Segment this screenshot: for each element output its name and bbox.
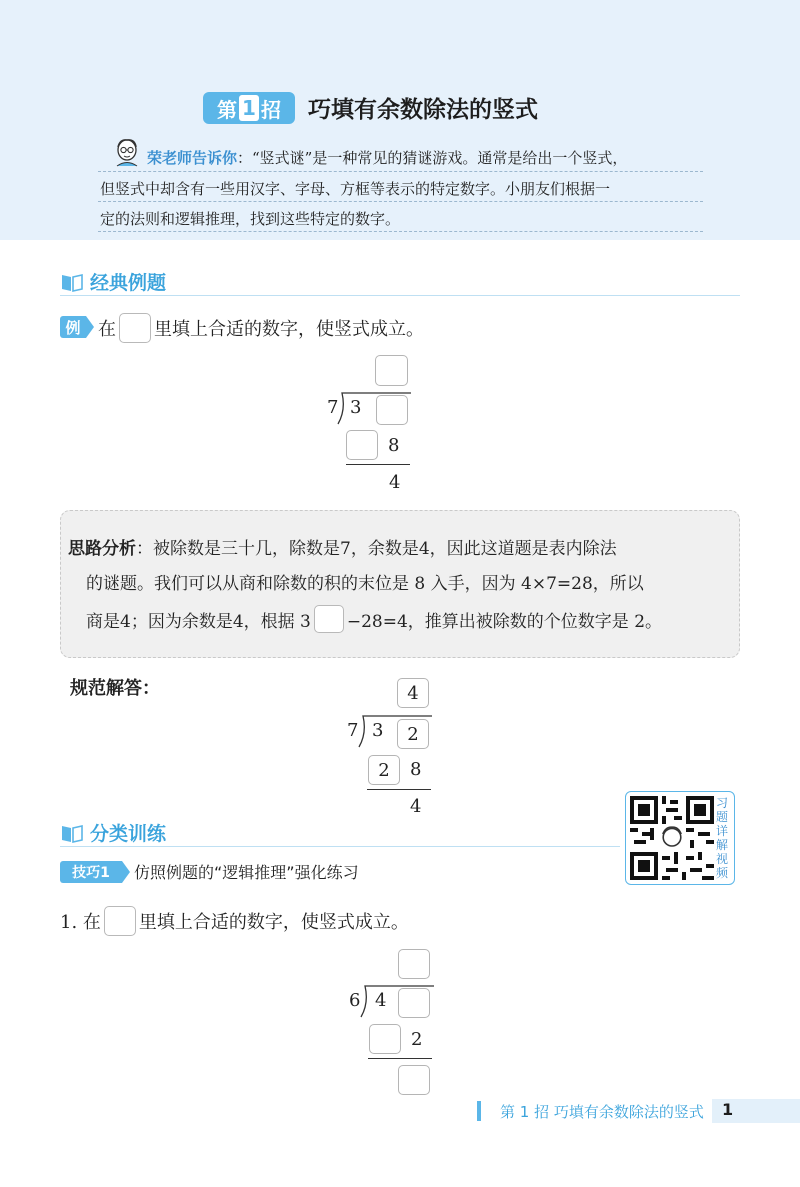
answer-quotient: 4 [397,678,429,708]
tip-line-1 [147,147,627,168]
subtraction-line [368,1058,432,1059]
q1-dividend-ones-blank[interactable] [398,988,430,1018]
book-icon [60,823,84,843]
analysis-line-1 [68,534,617,559]
example-tag: 例 [60,316,86,338]
remainder: 4 [389,472,401,493]
example-suffix: 里填上合适的数字，使竖式成立。 [154,319,424,340]
qr-side-char: 详 [715,824,728,838]
answer-dividend-ones: 2 [397,719,429,749]
question-1-prefix: 1. 在 [60,912,101,933]
analysis-label: 思路分析 [68,539,136,559]
q1-dividend-tens: 4 [375,990,387,1011]
dividend-tens: 3 [350,397,362,418]
blank-box-icon [314,605,344,633]
q1-divisor: 6 [349,990,361,1011]
answer-label: 规范解答： [70,678,160,699]
subtraction-line [367,789,431,790]
analysis-line-2: 的谜题。我们可以从商和除数的积的末位是 8 入手，因为 4×7=28，所以 [86,574,644,594]
qr-side-label [714,796,730,880]
tip-line-3: 定的法则和逻辑推理，找到这些特定的数字。 [100,210,401,228]
section-underline [60,295,740,296]
product-ones: 8 [388,435,400,456]
section-header-example [60,268,166,295]
tip-divider [98,231,703,232]
blank-box-icon [119,313,151,343]
qr-side-char: 频 [715,866,728,880]
analysis-text-1: ：被除数是三十几，除数是7，余数是4，因此这道题是表内除法 [136,539,617,559]
product-tens-blank[interactable] [346,430,378,460]
footer-chapter-label: 第 1 招 巧填有余数除法的竖式 [500,1103,704,1121]
analysis-text-3a: 商是4；因为余数是4，根据 3 [86,611,311,632]
q1-product-ones: 2 [411,1029,423,1050]
answer-product-ones: 8 [410,759,422,780]
tip-divider [98,201,703,202]
qr-code-icon [630,796,714,880]
analysis-line-3 [86,604,662,634]
qr-side-char: 视 [715,852,728,866]
qr-side-char: 解 [715,838,728,852]
chapter-badge-suffix: 招 [261,97,281,122]
section-title: 经典例题 [90,272,167,294]
example-question [98,311,424,345]
skill-tag: 技巧1 [60,861,122,883]
book-icon [60,272,84,292]
section-header-training [60,819,166,846]
example-prefix: 在 [98,319,116,340]
tip-label: 荣老师告诉你 [147,149,238,167]
tip-text-1: ：“竖式谜”是一种常见的猜谜游戏。通常是给出一个竖式， [237,149,628,167]
skill-text: 仿照例题的“逻辑推理”强化练习 [134,863,359,882]
dividend-ones-blank[interactable] [376,395,408,425]
subtraction-line [346,464,410,465]
page-title: 巧填有余数除法的竖式 [308,97,538,123]
tip-line-2: 但竖式中却含有一些用汉字、字母、方框等表示的特定数字。小朋友们根据一 [100,180,611,198]
q1-remainder-blank[interactable] [398,1065,430,1095]
question-1-suffix: 里填上合适的数字，使竖式成立。 [138,912,409,933]
teacher-avatar-icon [112,137,142,167]
answer-dividend-tens: 3 [372,720,384,741]
divisor: 7 [327,397,339,418]
section-underline [60,846,620,847]
answer-divisor: 7 [347,720,359,741]
page-number: 1 [722,1100,734,1119]
blank-box-icon [104,906,136,936]
chapter-badge-number: 1 [239,95,259,121]
q1-product-tens-blank[interactable] [369,1024,401,1054]
quotient-blank[interactable] [375,355,408,386]
chapter-badge [203,92,295,124]
section-title: 分类训练 [90,823,167,845]
answer-product-tens: 2 [368,755,400,785]
tip-divider [98,171,703,172]
analysis-text-3b: −28=4，推算出被除数的个位数字是 2。 [346,611,663,632]
qr-side-char: 题 [715,810,728,824]
answer-remainder: 4 [410,796,422,817]
q1-quotient-blank[interactable] [398,949,430,979]
footer-accent-bar [477,1101,481,1121]
chapter-badge-prefix: 第 [217,97,237,122]
question-1 [60,904,409,938]
qr-side-char: 习 [715,796,728,810]
